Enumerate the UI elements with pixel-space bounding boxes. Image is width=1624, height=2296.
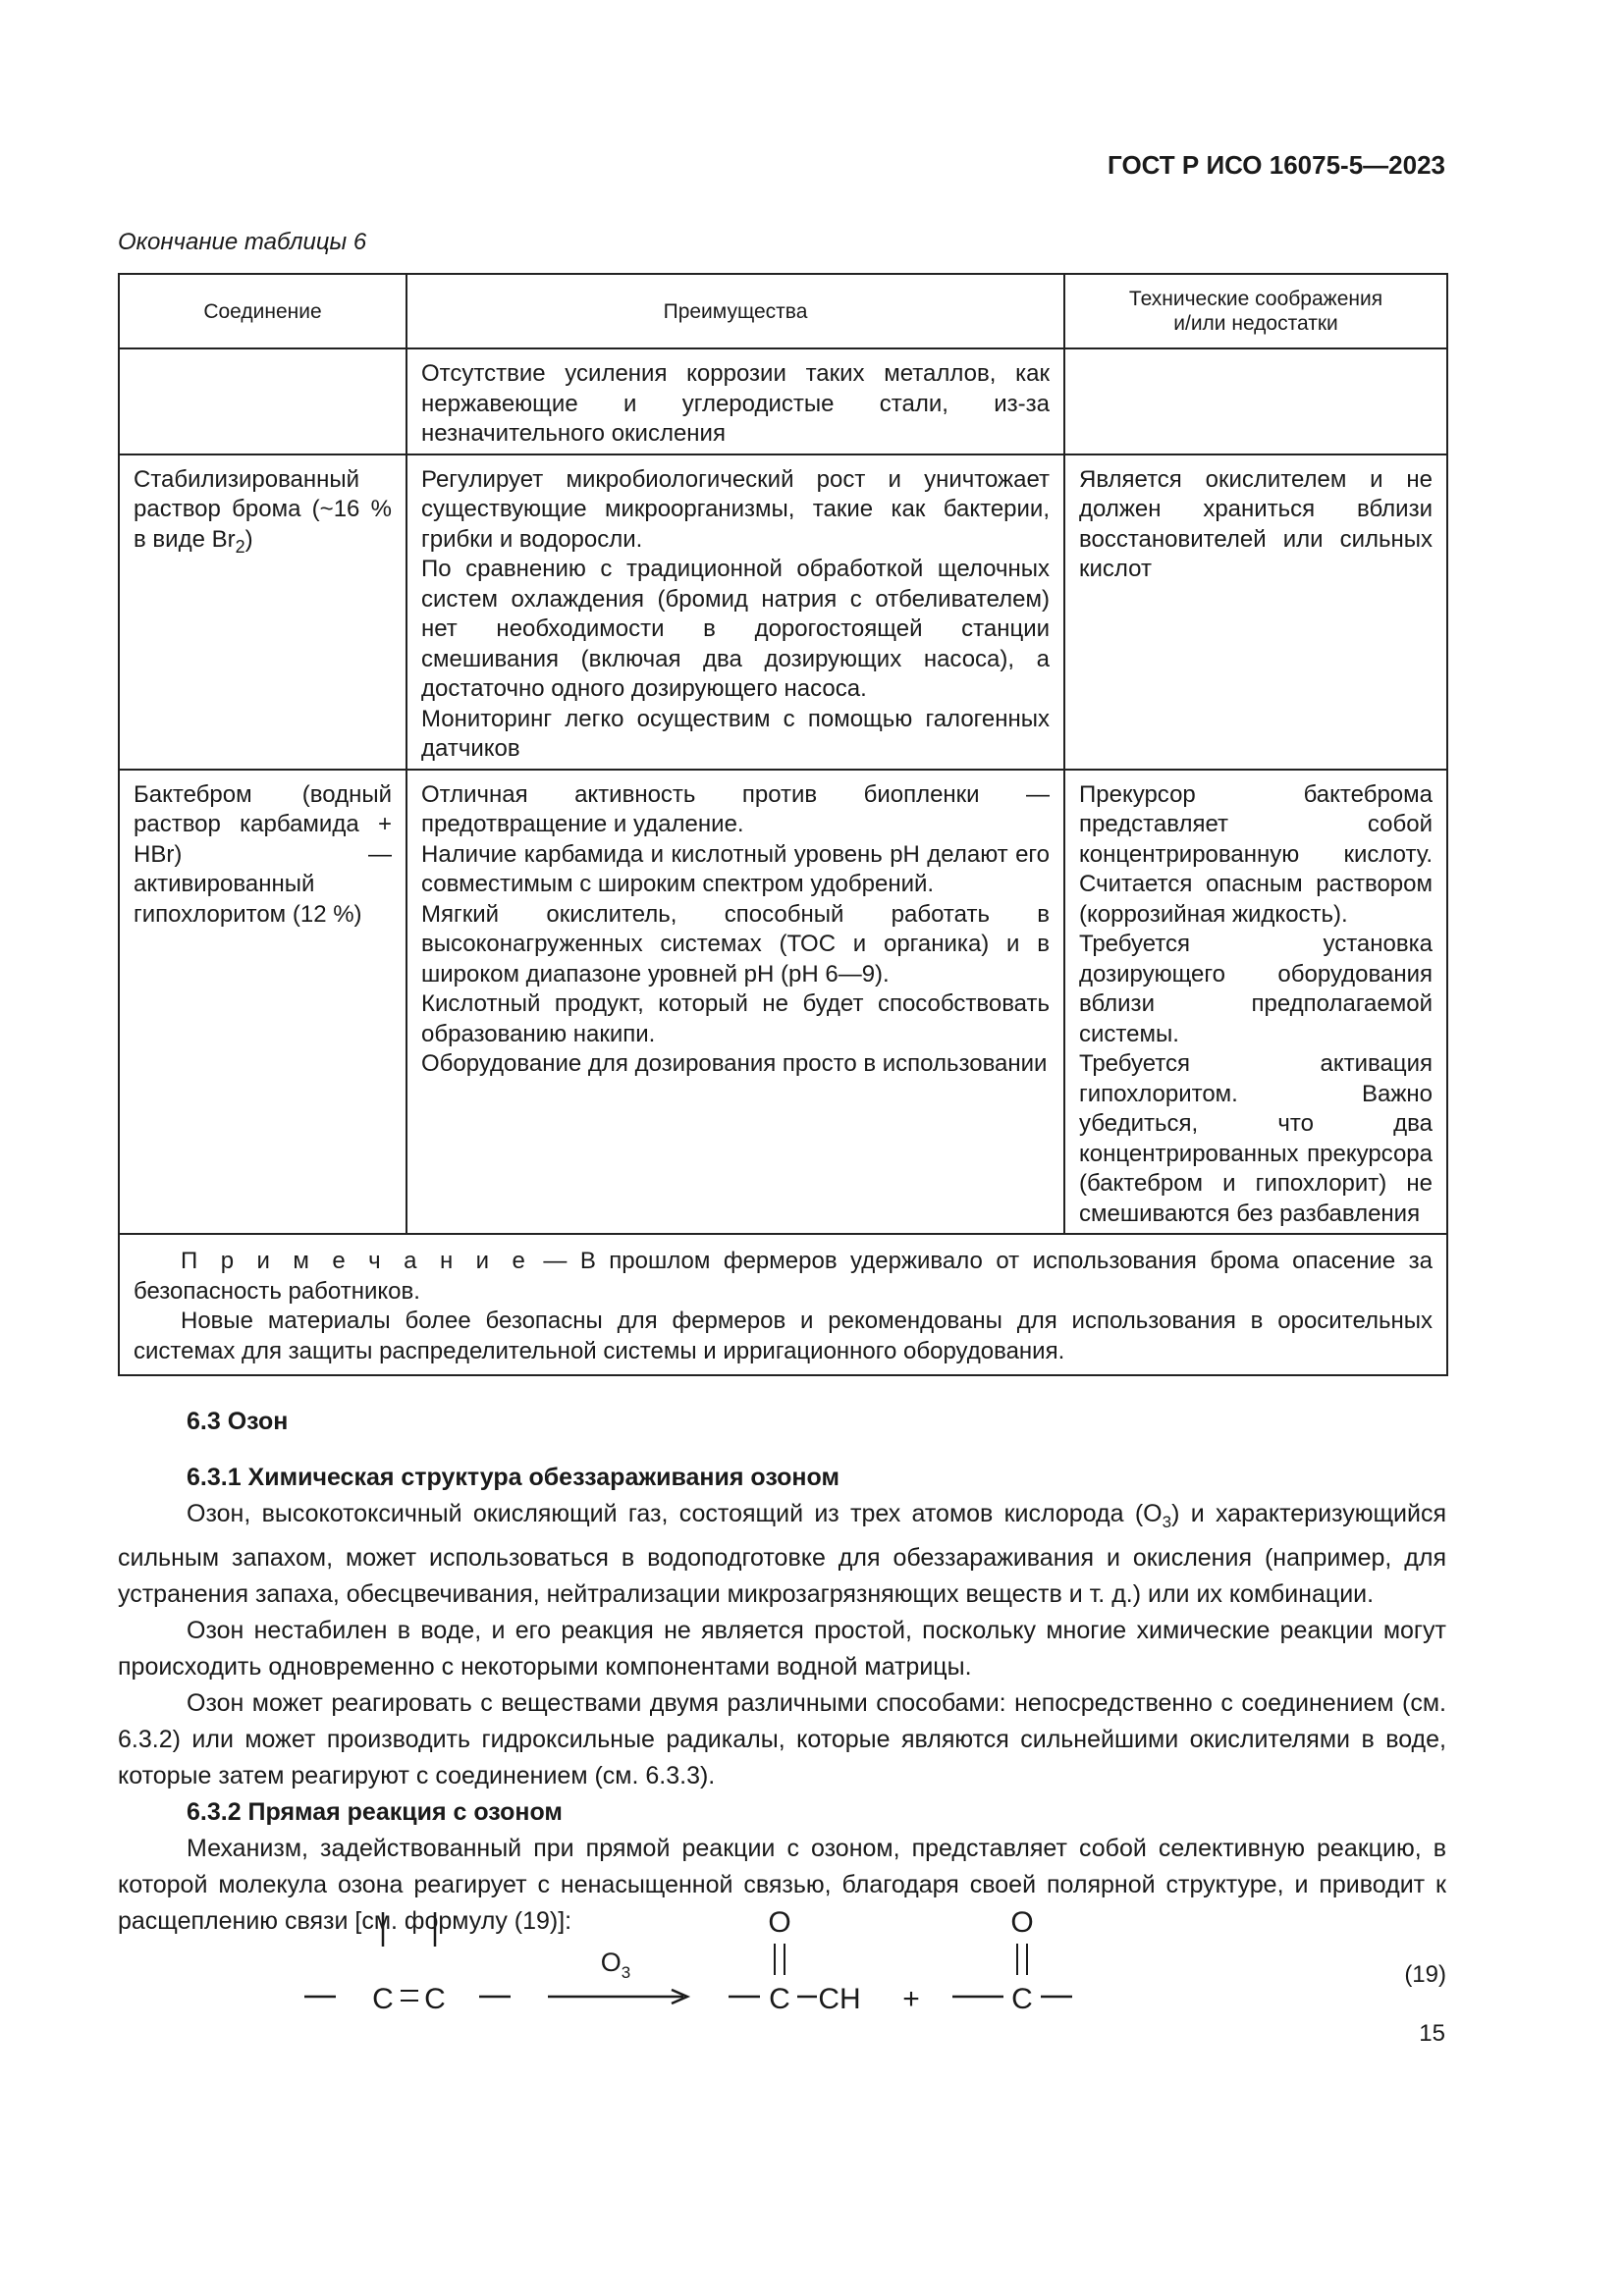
heading-6-3-1: 6.3.1 Химическая структура обеззараживания озоном: [187, 1464, 839, 1491]
table-row: [119, 454, 1447, 770]
table-caption: Окончание таблицы 6: [118, 229, 367, 255]
advantage-item: Мягкий окислитель, способный работать в высоконагруженных системах (ТОС и органика) и в широком диапазоне уровней pH (pH 6—9).: [421, 900, 1050, 988]
paragraph-ozone-pathways: Озон может реагировать с веществами двумя различными способами: непосредственно с соединением (см. 6.3.2) или может производить гидроксильные радикалы, которые являются сильнейшими окислителями в воде, которые затем реагируют с соединением (см. 6.3.3).: [118, 1689, 1446, 1789]
note-line-1: [134, 1247, 1433, 1307]
paragraph-ozone-definition: [118, 1496, 1446, 1613]
note-text-2: Новые материалы более безопасны для фермеров и рекомендованы для использования в оросительных системах для защиты распределительной системы и ирригационного оборудования.: [134, 1308, 1433, 1364]
carbon-atom: C: [424, 1983, 446, 2015]
document-id: ГОСТ Р ИСО 16075-5—2023: [1108, 150, 1445, 180]
heading-6-3: 6.3 Озон: [187, 1408, 289, 1435]
compound-cell: [119, 348, 406, 454]
advantages-cell: [406, 770, 1064, 1235]
table-row: [119, 770, 1447, 1235]
ozonolysis-formula: [295, 1893, 1129, 2020]
ch-group: CH: [818, 1983, 861, 2015]
oxygen-atom: O: [1010, 1906, 1034, 1939]
advantages-cell: [406, 454, 1064, 770]
o3-subscript: 3: [1162, 1513, 1172, 1531]
page-number: 15: [1419, 2020, 1445, 2047]
consideration-item: Является окислителем и не должен храниться вблизи восстановителей или сильных кислот: [1079, 465, 1433, 582]
considerations-cell: [1064, 454, 1447, 770]
column-header-advantages: Преимущества: [406, 274, 1064, 348]
advantage-item: Наличие карбамида и кислотный уровень pH делают его совместимым с широким спектром удобрений.: [421, 840, 1050, 897]
note-text-1: — В прошлом фермеров удерживало от использования брома опасение за безопасность работников.: [134, 1248, 1433, 1305]
carbon-atom: C: [372, 1983, 394, 2015]
carbon-atom: C: [769, 1983, 790, 2015]
paragraph-direct-reaction: Механизм, задействованный при прямой реакции с озоном, представляет собой селективную реакцию, в которой молекула озона реагирует с ненасыщенной связью, благодаря своей полярной структуре, и приводит к расщеплению связи [см. формулу (19)]:: [118, 1835, 1446, 1935]
consideration-item: Требуется установка дозирующего оборудования вблизи предполагаемой системы.: [1079, 931, 1433, 1047]
paragraph-ozone-instability: Озон нестабилен в воде, и его реакция не является простой, поскольку многие химические реакции могут происходить одновременно с некоторыми компонентами водной матрицы.: [118, 1617, 1446, 1681]
oxygen-atom: O: [768, 1906, 791, 1939]
advantages-cell: [406, 348, 1064, 454]
consideration-item: Прекурсор бактеброма представляет собой концентрированную кислоту. Считается опасным раствором (коррозийная жидкость).: [1079, 780, 1433, 928]
ozone-reagent: $O_3$: [600, 1948, 631, 1982]
advantage-item: Мониторинг легко осуществим с помощью галогенных датчиков: [421, 705, 1050, 762]
table-note: [119, 1234, 1447, 1375]
advantage-item: Кислотный продукт, который не будет способствовать образованию накипи.: [421, 990, 1050, 1047]
compound-cell: Бактебром (водный раствор карбамида + HBr) — активированный гипохлоритом (12 %): [119, 770, 406, 1235]
advantage-item: Оборудование для дозирования просто в использовании: [421, 1050, 1048, 1077]
consideration-item: Требуется активация гипохлоритом. Важно убедиться, что два концентрированных прекурсора (бактебром и гипохлорит) не смешиваются без разбавления: [1079, 1050, 1433, 1227]
considerations-cell: [1064, 348, 1447, 454]
paragraph-ozone-definition-end: ) и характеризующийся сильным запахом, может использоваться в водоподготовке для обеззараживания и окисления (например, для устранения запаха, обесцвечивания, нейтрализации микрозагрязняющих веществ и т. д.) или их комбинации.: [118, 1500, 1447, 1608]
column-header-compound: Соединение: [119, 274, 406, 348]
advantage-item: Отличная активность против биопленки — предотвращение и удаление.: [421, 780, 1050, 837]
carbon-atom: C: [1011, 1983, 1033, 2015]
compound-cell: Стабилизированный раствор брома (~16 % в виде $Br_2$): [119, 454, 406, 770]
table-row: [119, 348, 1447, 454]
advantage-item: Регулирует микробиологический рост и уничтожает существующие микроорганизмы, такие как бактерии, грибки и водоросли.: [421, 465, 1050, 553]
table-header-row: [119, 274, 1447, 348]
section-6-3: [118, 1404, 1446, 1940]
note-label: П р и м е ч а н и е: [181, 1248, 530, 1274]
formula-number: (19): [1404, 1961, 1446, 1988]
considerations-cell: [1064, 770, 1447, 1235]
advantage-item: Отсутствие усиления коррозии таких металлов, как нержавеющие и углеродистые стали, из-за незначительного окисления: [421, 360, 1050, 447]
table-note-row: [119, 1234, 1447, 1375]
paragraph-ozone-definition-start: Озон, высокотоксичный окисляющий газ, состоящий из трех атомов кислорода (O: [187, 1500, 1163, 1527]
heading-6-3-2: 6.3.2 Прямая реакция с озоном: [187, 1798, 563, 1826]
advantage-item: По сравнению с традиционной обработкой щелочных систем охлаждения (бромид натрия с отбеливателем) нет необходимости в дорогостоящей станции смешивания (включая два дозирующих насоса), а достаточно одного дозирующего насоса.: [421, 556, 1050, 702]
plus-sign: +: [902, 1983, 920, 2015]
column-header-considerations: Технические соображения и/или недостатки: [1064, 274, 1447, 348]
table-6: [118, 273, 1448, 1376]
